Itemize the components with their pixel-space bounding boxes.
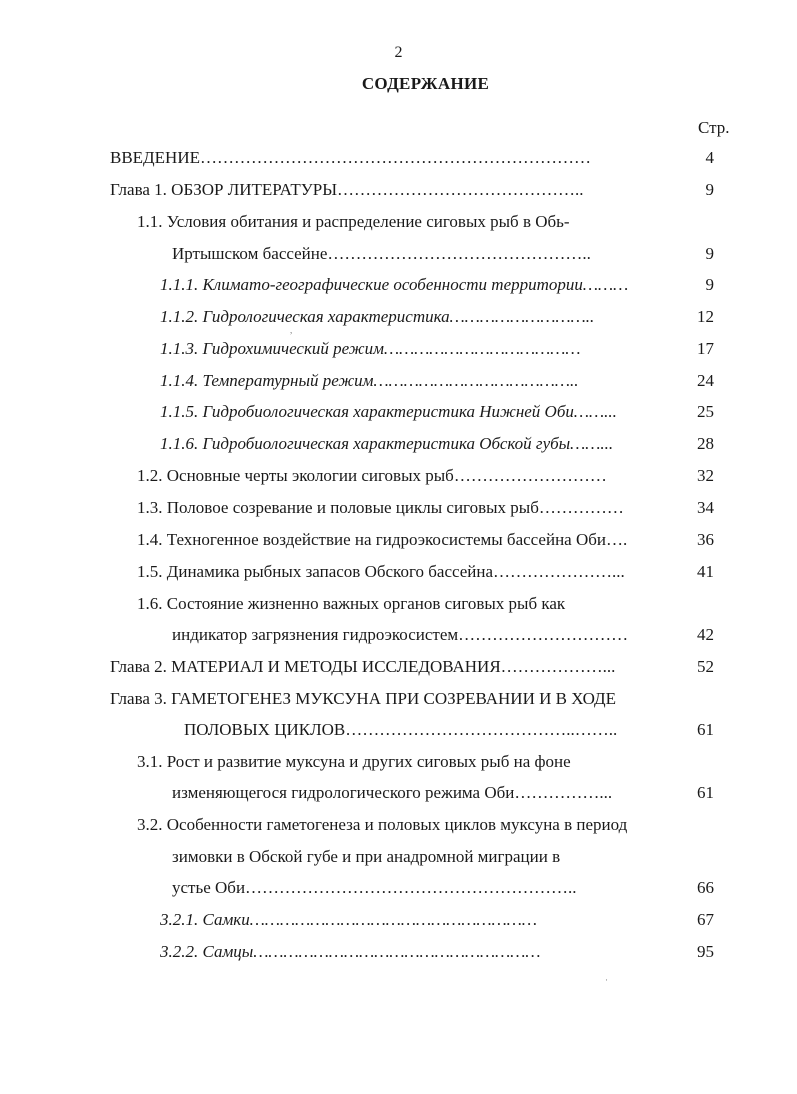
document-title: СОДЕРЖАНИЕ bbox=[361, 74, 490, 93]
toc-page-1-3: 34 bbox=[697, 498, 714, 517]
toc-page-chapter-1: 9 bbox=[705, 180, 714, 199]
toc-entry-1-1-line-1: 1.1. Условия обитания и распределение сиговых рыб в Обь- bbox=[137, 212, 570, 231]
toc-page-1-5: 41 bbox=[697, 562, 714, 581]
toc-entry-chapter-1: Глава 1. ОБЗОР ЛИТЕРАТУРЫ…………………………………….. bbox=[110, 180, 584, 199]
toc-page-1-1-4: 24 bbox=[697, 371, 714, 390]
toc-entry-1-6-line-1: 1.6. Состояние жизненно важных органов сиговых рыб как bbox=[137, 594, 566, 613]
toc-entry-3-1-line-2: изменяющегося гидрологического режима Оби……………... bbox=[172, 783, 613, 802]
toc-entry-1-1-4: 1.1.4. Температурный режим………………………………….. bbox=[160, 371, 579, 390]
toc-page-1-1-1: 9 bbox=[705, 275, 714, 294]
toc-entry-1-1-3: 1.1.3. Гидрохимический режим………………………………… bbox=[160, 339, 581, 358]
toc-page-1-1-5: 25 bbox=[697, 402, 714, 421]
toc-page-1-1-6: 28 bbox=[697, 434, 714, 453]
page-column-header: Стр. bbox=[698, 118, 730, 137]
toc-page-3-2-1: 67 bbox=[697, 910, 714, 929]
toc-page-1-1-2: 12 bbox=[697, 307, 714, 326]
toc-page-1-4: 36 bbox=[697, 530, 714, 549]
toc-entry-introduction: ВВЕДЕНИЕ…………………………………………………………… bbox=[110, 148, 591, 167]
toc-entry-chapter-3-line-1: Глава 3. ГАМЕТОГЕНЕЗ МУКСУНА ПРИ СОЗРЕВАНИИ И В ХОДЕ bbox=[110, 689, 617, 708]
toc-entry-1-3: 1.3. Половое созревание и половые циклы сиговых рыб…………… bbox=[137, 498, 624, 517]
toc-entry-1-1-6: 1.1.6. Гидробиологическая характеристика Обской губы……... bbox=[160, 434, 614, 453]
toc-entry-1-5: 1.5. Динамика рыбных запасов Обского бассейна…………………... bbox=[137, 562, 625, 581]
toc-page-1-2: 32 bbox=[697, 466, 714, 485]
toc-page-3-1: 61 bbox=[697, 783, 714, 802]
toc-page-1-1-3: 17 bbox=[697, 339, 714, 358]
scan-speck: , bbox=[290, 325, 293, 335]
toc-page-3-2: 66 bbox=[697, 878, 714, 897]
toc-entry-1-1-line-2: Иртышском бассейне……………………………………….. bbox=[172, 244, 591, 263]
toc-page-chapter-3: 61 bbox=[697, 720, 714, 739]
toc-entry-1-1-5: 1.1.5. Гидробиологическая характеристика Нижней Оби……... bbox=[160, 402, 617, 421]
toc-entry-3-2-line-3: устье Оби………………………………………………….. bbox=[172, 878, 577, 897]
toc-page-introduction: 4 bbox=[705, 148, 714, 167]
toc-entry-1-4: 1.4. Техногенное воздействие на гидроэкосистемы бассейна Оби…. bbox=[137, 530, 628, 549]
toc-entry-1-2: 1.2. Основные черты экологии сиговых рыб……………………… bbox=[137, 466, 607, 485]
toc-entry-3-2-2: 3.2.2. Самцы………………………………………………… bbox=[160, 942, 541, 961]
toc-entry-3-2-1: 3.2.1. Самки………………………………………………… bbox=[160, 910, 537, 929]
toc-entry-3-2-line-1: 3.2. Особенности гаметогенеза и половых циклов муксуна в период bbox=[137, 815, 628, 834]
toc-page-1-6: 42 bbox=[697, 625, 714, 644]
toc-page-1-1: 9 bbox=[705, 244, 714, 263]
toc-entry-1-1-2: 1.1.2. Гидрологическая характеристика……………………….. bbox=[160, 307, 595, 326]
toc-entry-chapter-2: Глава 2. МАТЕРИАЛ И МЕТОДЫ ИССЛЕДОВАНИЯ………………... bbox=[110, 657, 616, 676]
page-number: 2 bbox=[394, 44, 403, 61]
toc-entry-1-1-1: 1.1.1. Климато-географические особенности территории……… bbox=[160, 275, 629, 294]
scan-speck: · bbox=[605, 975, 608, 985]
toc-entry-1-6-line-2: индикатор загрязнения гидроэкосистем………………………… bbox=[172, 625, 629, 644]
toc-page-3-2-2: 95 bbox=[697, 942, 714, 961]
toc-entry-3-1-line-1: 3.1. Рост и развитие муксуна и других сиговых рыб на фоне bbox=[137, 752, 571, 771]
toc-entry-chapter-3-line-2: ПОЛОВЫХ ЦИКЛОВ…………………………………..…….. bbox=[184, 720, 618, 739]
toc-page-chapter-2: 52 bbox=[697, 657, 714, 676]
toc-entry-3-2-line-2: зимовки в Обской губе и при анадромной миграции в bbox=[172, 847, 561, 866]
